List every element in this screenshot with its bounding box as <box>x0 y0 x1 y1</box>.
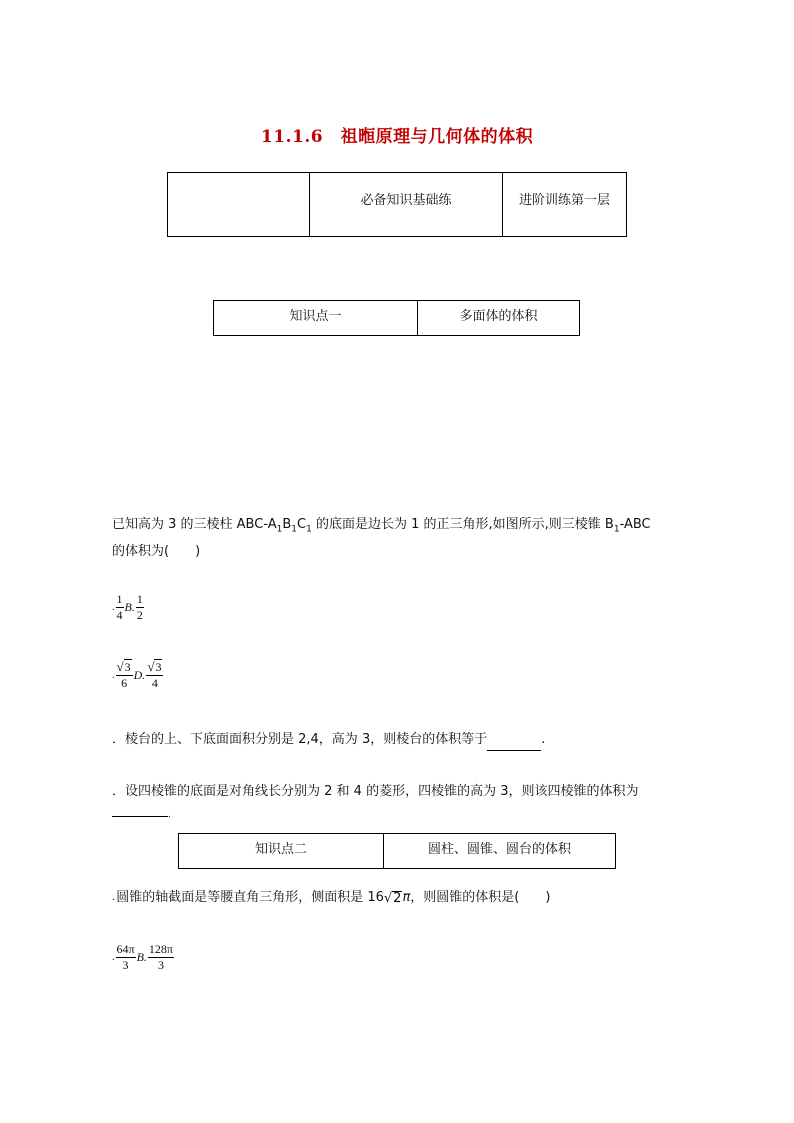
knowledge-point-2-label: 知识点二 <box>179 834 384 869</box>
knowledge-point-1-label: 知识点一 <box>214 301 418 336</box>
header-table <box>167 172 627 237</box>
knowledge-point-1-topic: 多面体的体积 <box>418 301 580 336</box>
option-d-fraction: √ 3 4 <box>147 659 162 690</box>
question-2: ．棱台的上、下底面面积分别是 2,4，高为 3，则棱台的体积等于 . <box>112 729 692 751</box>
knowledge-point-2-table <box>178 833 616 869</box>
option-b-fraction: $\frac{128\pi}{3}$ <box>148 942 173 972</box>
knowledge-point-2-topic: 圆柱、圆锥、圆台的体积 <box>384 834 616 869</box>
question-1 <box>112 514 692 563</box>
header-cell-advanced-training: 进阶训练第一层 <box>503 173 627 237</box>
answer-blank <box>487 736 541 751</box>
option-a-fraction: $\frac{64\pi}{3}$ <box>116 942 135 972</box>
question-1-options-cd: . √ 3 6 D. √ 3 4 <box>112 659 162 690</box>
question-3: ．设四棱锥的底面是对角线长分别为 2 和 4 的菱形，四棱锥的高为 3，则该四棱锥的体积为 . <box>112 784 639 820</box>
knowledge-point-1-table <box>213 300 580 336</box>
answer-blank <box>112 804 168 817</box>
header-cell-basic-practice: 必备知识基础练 <box>310 173 503 237</box>
option-b-label: B. <box>124 600 135 614</box>
option-a-fraction: $\frac{1}{4}$ <box>116 592 123 622</box>
sqrt-icon: √ 2 <box>383 890 402 906</box>
option-c-fraction: √ 3 6 <box>116 659 131 690</box>
sqrt-icon: √ 3 <box>116 659 131 674</box>
page-title: 11.1.6 祖暅原理与几何体的体积 <box>260 127 534 147</box>
question-1-line2: 的体积为( ) <box>112 543 201 559</box>
sqrt-icon: √ 3 <box>147 659 162 674</box>
option-b-fraction: $\frac{1}{2}$ <box>136 592 143 622</box>
question-4: . 圆锥的轴截面是等腰直角三角形，侧面积是 16 √ 2 π ，则圆锥的体积是( ) <box>112 890 551 906</box>
question-1-line1: 已知高为 3 的三棱柱 ABC-$A_1B_1C_1$ 的底面是边长为 1 的正三角形,如图所示,则三棱锥 $B_1$-ABC <box>112 517 651 535</box>
question-4-options: . $\frac{64\pi}{3}$ B. $\frac{128\pi}{3}$ <box>112 942 173 972</box>
header-cell-empty <box>168 173 310 237</box>
option-d-label: D. <box>133 667 146 682</box>
option-b-label: B. <box>136 950 147 964</box>
question-1-options-ab: . $\frac{1}{4}$ B. $\frac{1}{2}$ <box>112 592 143 622</box>
